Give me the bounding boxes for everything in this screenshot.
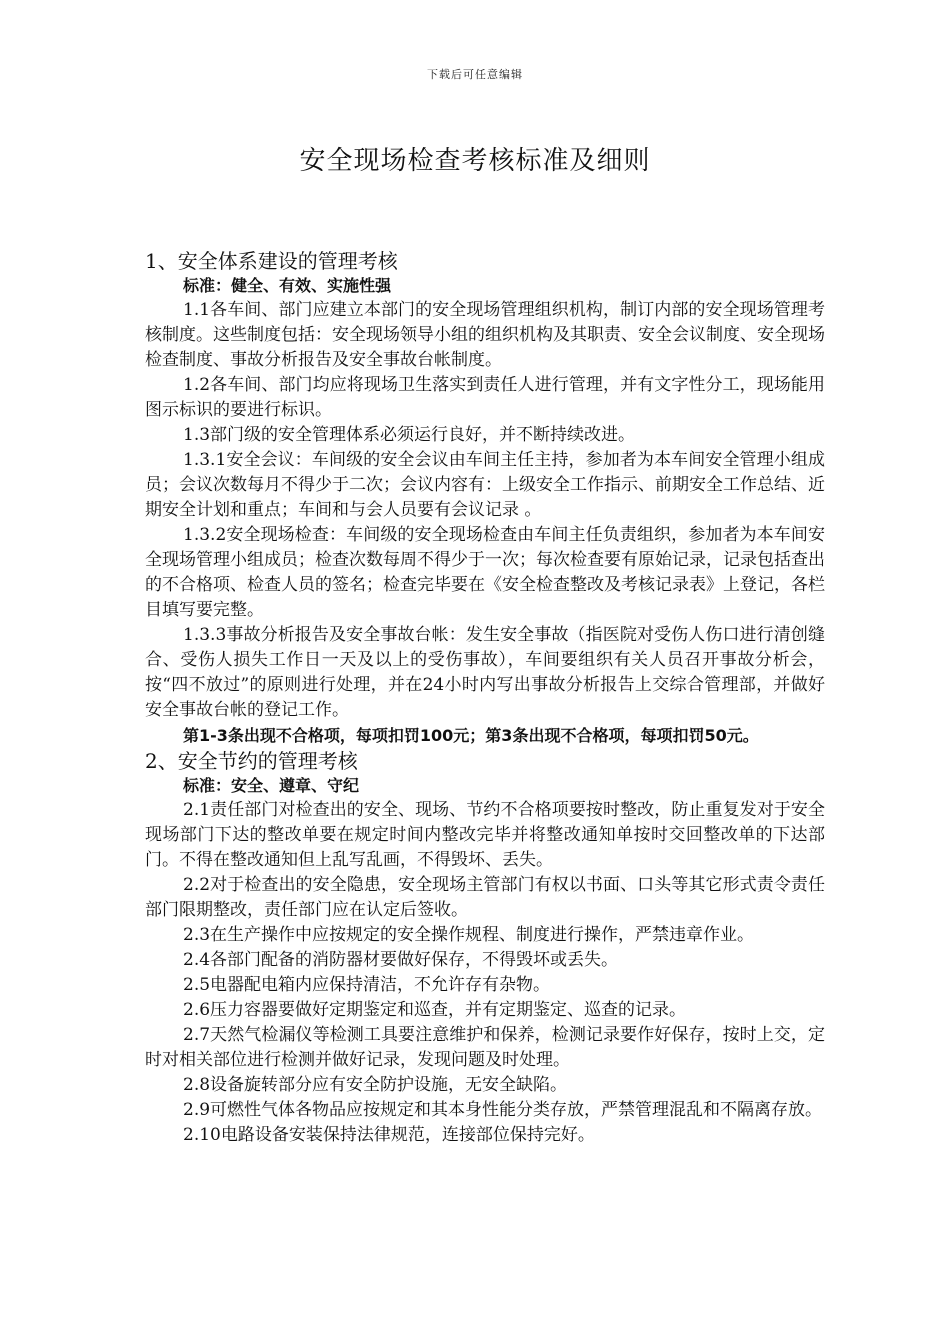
paragraph: 2.6压力容器要做好定期鉴定和巡查，并有定期鉴定、巡查的记录。 <box>183 1000 687 1020</box>
header-note: 下载后可任意编辑 <box>427 68 523 81</box>
paragraph: 1.3.3事故分析报告及安全事故台帐：发生安全事故（指医院对受伤人伤口进行清创缝合、受伤人损失工作日一天及以上的受伤事故），车间要组织有关人员召开事故分析会，按“四不放过”的原则进行处理，并在24小时内写出事故分析报告上交综合管理部，并做好安全事故台帐的登记工作。 <box>145 625 825 720</box>
section-2 <box>145 748 825 1148</box>
penalty-note: 第1-3条出现不合格项，每项扣罚100元；第3条出现不合格项，每项扣罚50元。 <box>183 726 759 745</box>
paragraph: 2.4各部门配备的消防器材要做好保存，不得毁坏或丢失。 <box>183 950 619 970</box>
paragraph: 2.8设备旋转部分应有安全防护设施，无安全缺陷。 <box>183 1075 568 1095</box>
paragraph: 1.3部门级的安全管理体系必须运行良好，并不断持续改进。 <box>183 425 636 445</box>
paragraph: 2.2对于检查出的安全隐患，安全现场主管部门有权以书面、口头等其它形式责令责任部门限期整改，责任部门应在认定后签收。 <box>145 875 825 920</box>
paragraph: 2.7天然气检漏仪等检测工具要注意维护和保养，检测记录要作好保存，按时上交，定时对相关部位进行检测并做好记录，发现问题及时处理。 <box>145 1025 825 1070</box>
paragraph: 2.9可燃性气体各物品应按规定和其本身性能分类存放，严禁管理混乱和不隔离存放。 <box>183 1100 823 1120</box>
section-standard: 标准：健全、有效、实施性强 <box>183 276 392 295</box>
paragraph: 1.3.1安全会议：车间级的安全会议由车间主任主持，参加者为本车间安全管理小组成员；会议次数每月不得少于二次；会议内容有：上级安全工作指示、前期安全工作总结、近期安全计划和重点；车间和与会人员要有会议记录 。 <box>145 450 825 520</box>
paragraph: 2.1责任部门对检查出的安全、现场、节约不合格项要按时整改，防止重复发对于安全现场部门下达的整改单要在规定时间内整改完毕并将整改通知单按时交回整改单的下达部门。不得在整改通知但上乱写乱画，不得毁坏、丢失。 <box>145 800 825 870</box>
section-heading: 1、安全体系建设的管理考核 <box>145 249 398 273</box>
document-title: 安全现场检查考核标准及细则 <box>299 146 651 176</box>
section-standard: 标准：安全、遵章、守纪 <box>183 776 360 795</box>
paragraph: 1.3.2安全现场检查：车间级的安全现场检查由车间主任负责组织，参加者为本车间安全现场管理小组成员；检查次数每周不得少于一次；每次检查要有原始记录，记录包括查出的不合格项、检查人员的签名；检查完毕要在《安全检查整改及考核记录表》上登记，各栏目填写要完整。 <box>145 525 825 620</box>
paragraph: 2.3在生产操作中应按规定的安全操作规程、制度进行操作，严禁违章作业。 <box>183 925 755 945</box>
section-1 <box>145 248 825 748</box>
paragraph: 2.10电路设备安装保持法律规范，连接部位保持完好。 <box>183 1125 595 1145</box>
paragraph: 2.5电器配电箱内应保持清洁，不允许存有杂物。 <box>183 975 551 995</box>
paragraph: 1.1各车间、部门应建立本部门的安全现场管理组织机构，制订内部的安全现场管理考核制度。这些制度包括：安全现场领导小组的组织机构及其职责、安全会议制度、安全现场检查制度、事故分析报告及安全事故台帐制度。 <box>145 300 825 370</box>
paragraph: 1.2各车间、部门均应将现场卫生落实到责任人进行管理，并有文字性分工，现场能用图示标识的要进行标识。 <box>145 375 825 420</box>
section-heading: 2、安全节约的管理考核 <box>145 749 358 773</box>
document-body <box>145 248 825 1148</box>
